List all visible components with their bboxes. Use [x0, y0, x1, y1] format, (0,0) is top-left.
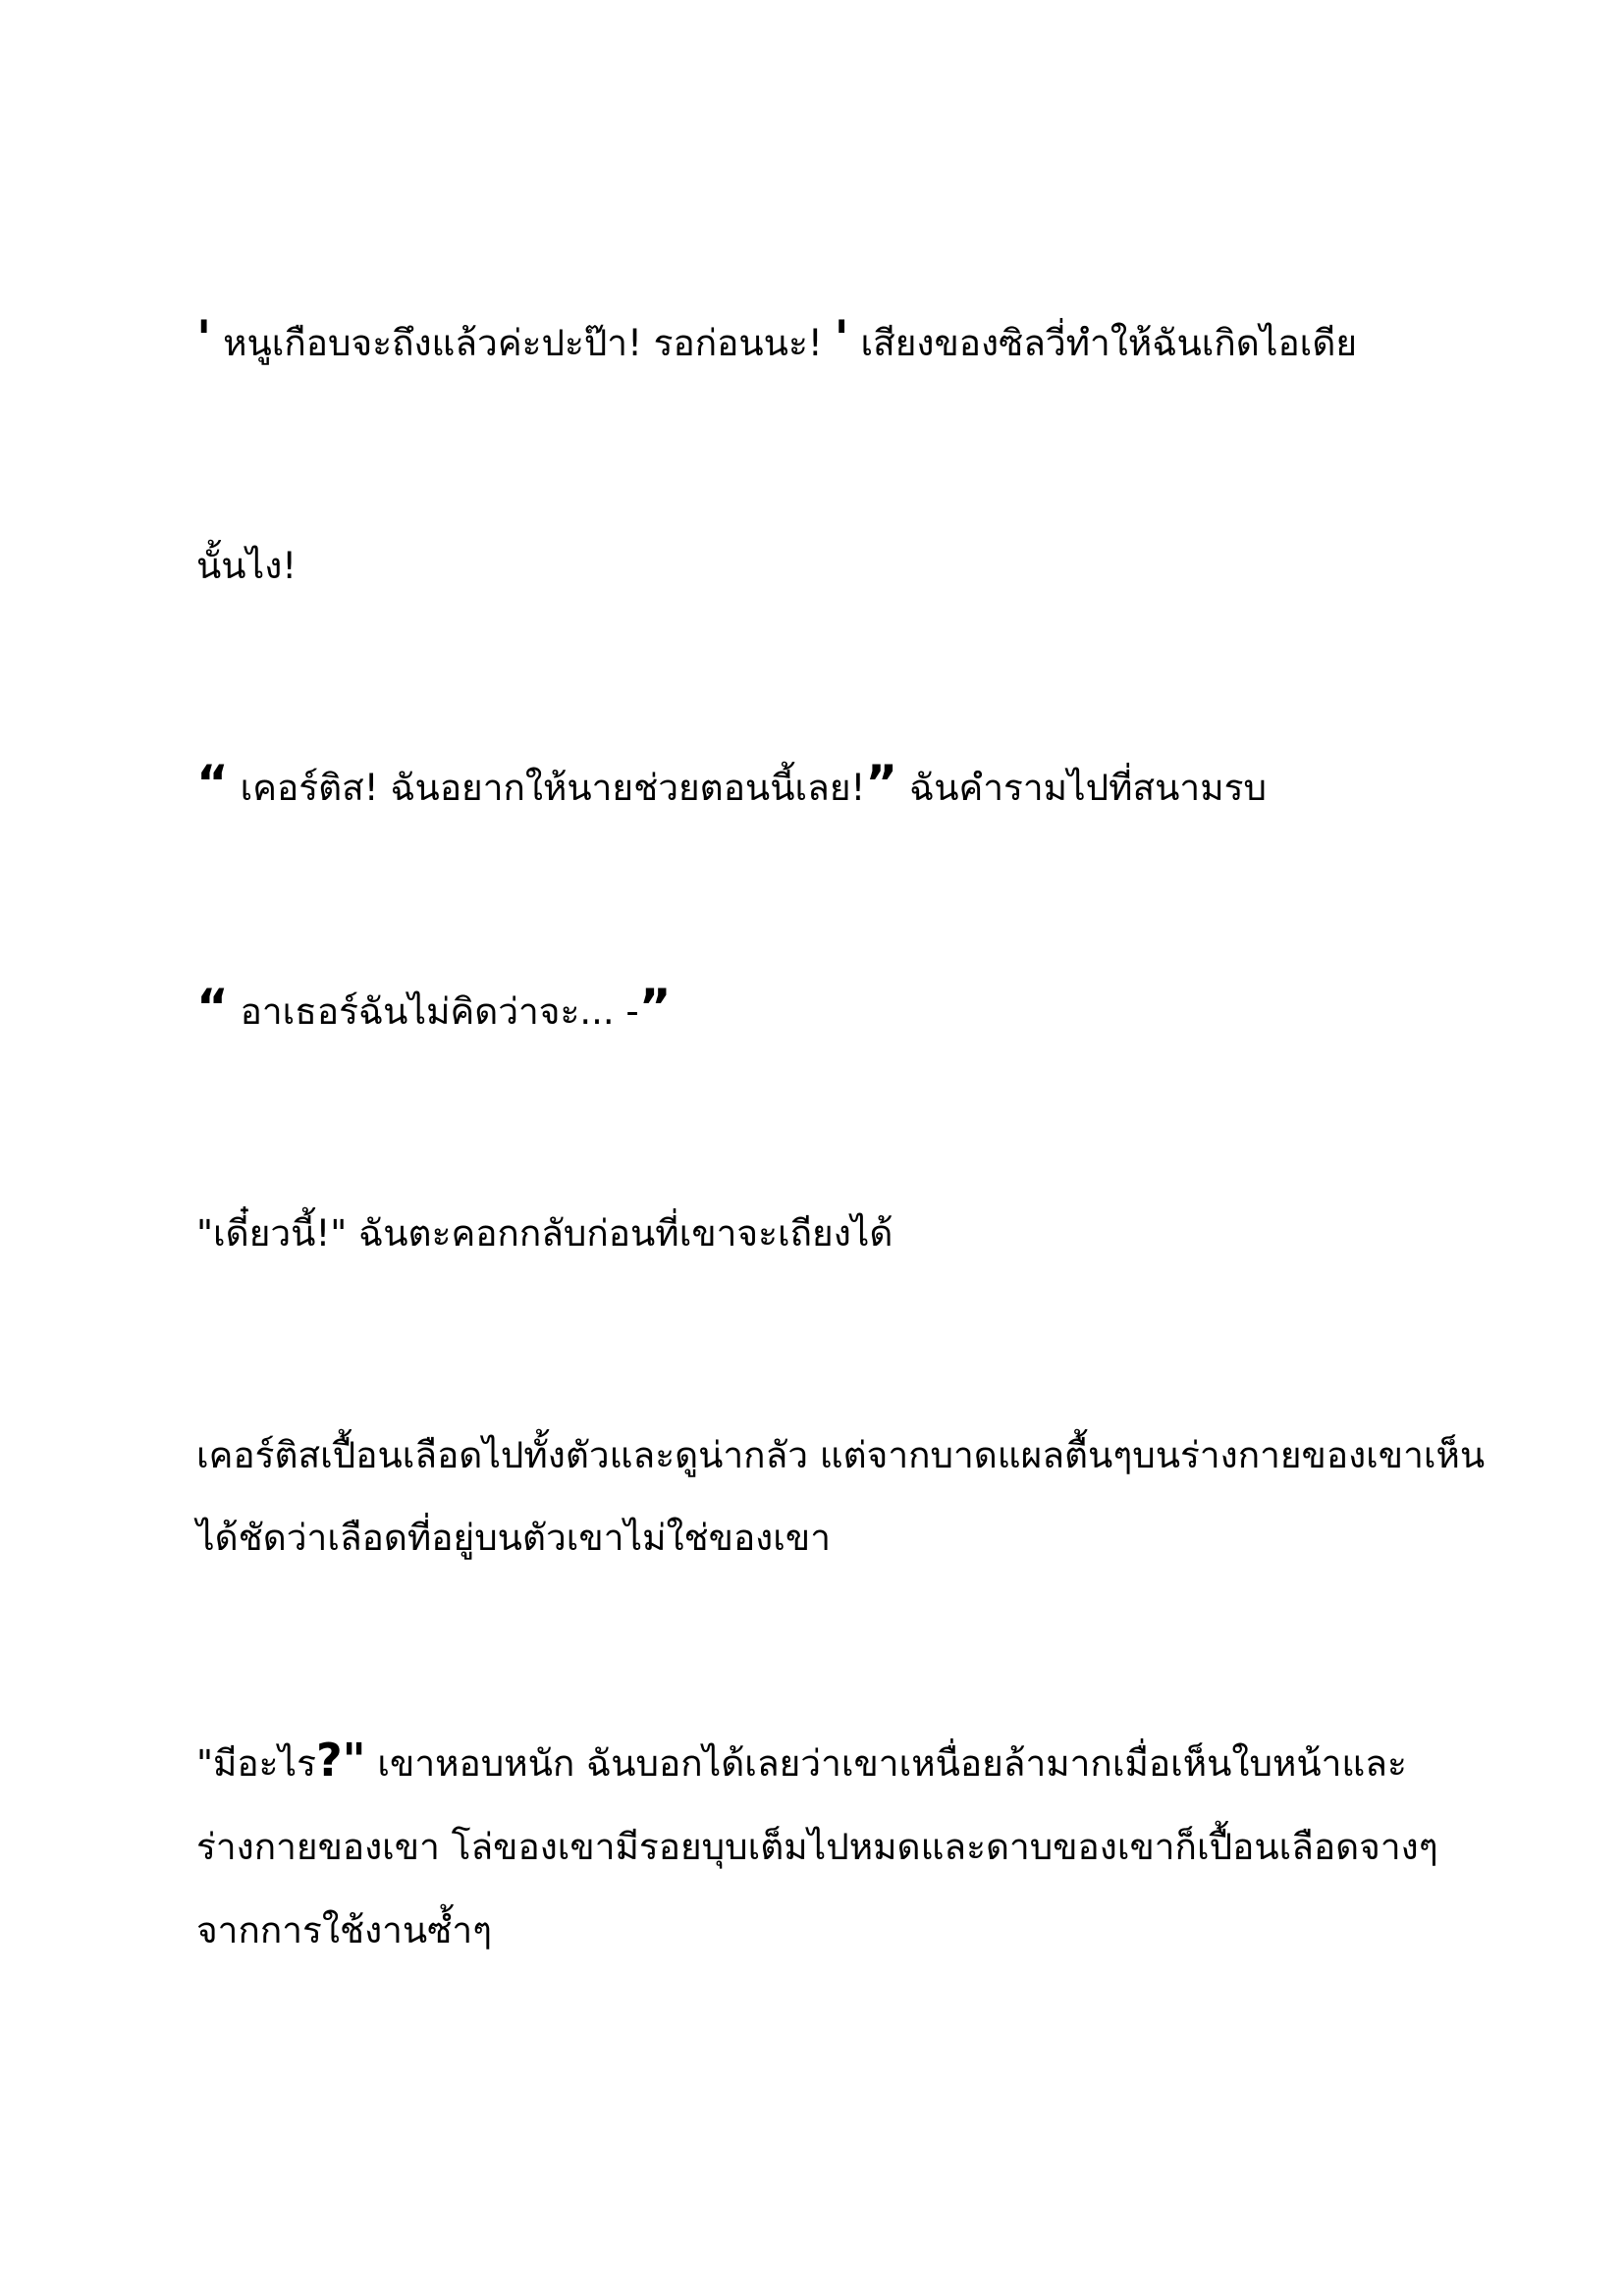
- dialogue-text: นั้นไง!: [196, 545, 298, 587]
- paragraph-4-line-1: [196, 979, 1473, 1037]
- narration-text: เคอร์ติสเปื้อนเลือดไปทั้งตัวและดูน่ากลัว แต่จากบาดแผลตื้นๆบนร่างกายของเขาเห็น: [196, 1434, 1486, 1476]
- paragraph-6-line-2: [196, 1514, 1473, 1563]
- question-mark: ?": [315, 1734, 366, 1787]
- open-quote: ': [196, 310, 212, 367]
- paragraph-7-line-2: [196, 1823, 1473, 1872]
- dialogue-text: อาเธอร์ฉันไม่คิดว่าจะ... -: [228, 990, 639, 1033]
- open-quote: “: [196, 979, 229, 1036]
- paragraph-3-line-1: [196, 755, 1473, 813]
- paragraph-5-line-1: [196, 1209, 1473, 1258]
- narration-text: ได้ชัดว่าเลือดที่อยู่บนตัวเขาไม่ใช่ของเขา: [196, 1517, 831, 1559]
- narration-text: ฉันคำรามไปที่สนามรบ: [897, 767, 1267, 809]
- narration-text: ร่างกายของเขา โล่ของเขามีรอยบุบเต็มไปหมดและดาบของเขาก็เปื้อนเลือดจางๆ: [196, 1826, 1438, 1868]
- close-quote: ': [834, 310, 849, 367]
- open-quote: “: [196, 755, 229, 812]
- paragraph-7-line-1: [196, 1734, 1473, 1789]
- close-quote: ”: [865, 755, 898, 812]
- paragraph-7-line-3: [196, 1906, 1473, 1955]
- dialogue-text: "มีอะไร: [196, 1742, 316, 1785]
- paragraph-6-line-1: [196, 1431, 1486, 1480]
- close-quote: ”: [638, 979, 672, 1036]
- dialogue-text: เคอร์ติส! ฉันอยากให้นายช่วยตอนนี้เลย!: [228, 767, 866, 809]
- narration-text: จากการใช้งานซ้ำๆ: [196, 1909, 492, 1951]
- narration-text: เขาหอบหนัก ฉันบอกได้เลยว่าเขาเหนื่อยล้ามากเมื่อเห็นใบหน้าและ: [365, 1742, 1407, 1785]
- dialogue-text: หนูเกือบจะถึงแล้วค่ะปะป๊า! รอก่อนนะ!: [211, 322, 835, 364]
- narration-text: เสียงของซิลวี่ทำให้ฉันเกิดไอเดีย: [848, 322, 1358, 364]
- paragraph-1-line-1: [196, 310, 1473, 368]
- dialogue-text: "เดี๋ยวนี้!" ฉันตะคอกกลับก่อนที่เขาจะเถียงได้: [196, 1212, 893, 1255]
- paragraph-2-line-1: [196, 542, 1473, 591]
